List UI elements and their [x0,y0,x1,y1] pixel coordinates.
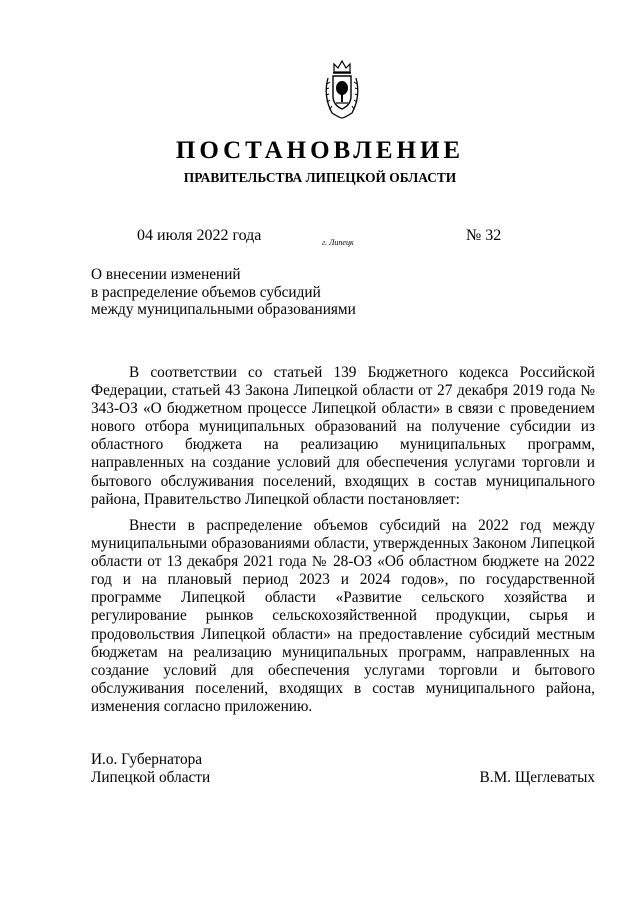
position-line: И.о. Губернатора [91,751,203,768]
signatory-position [91,751,210,787]
body-paragraph-2: Внести в распределение объемов субсидий на 2022 год между муниципальными образованиями области, утвержденных Законом Липецкой области от 13 декабря 2021 года № 28-ОЗ «Об областном бюджете на 2022 год и на плановый период 2023 и 2024 годов», по государственной программе Липецкой области «Развитие сельского хозяйства и регулирование рынков сельскохозяйственной продукции, сырья и продовольствия Липецкой области» на предоставление субсидий местным бюджетам на реализацию муниципальных программ, направленных на создание условий для обеспечения услугами торговли и бытового обслуживания поселений, входящих в состав муниципального района, изменения согласно приложению. [91,517,595,715]
document-place: г. Липецк [322,238,354,247]
coat-of-arms-icon [322,58,362,120]
document-date: 04 июля 2022 года [137,227,262,244]
document-title: ПОСТАНОВЛЕНИЕ [175,137,465,164]
issuing-authority: ПРАВИТЕЛЬСТВА ЛИПЕЦКОЙ ОБЛАСТИ [183,170,457,185]
signatory-name: В.М. Щеглеватых [479,769,595,786]
subject-line: между муниципальными образованиями [91,301,356,318]
position-line: Липецкой области [91,769,211,786]
document-subject [91,266,356,319]
subject-line: О внесении изменений [91,266,241,283]
subject-line: в распределение объемов субсидий [91,283,321,301]
body-paragraph-1: В соответствии со статьей 139 Бюджетного кодекса Российской Федерации, статьей 43 Закона Липецкой области от 27 декабря 2019 года № 343-ОЗ «О бюджетном процессе Липецкой области» в связи с проведением нового отбора муниципальных образований на получение субсидии из областного бюджета на реализацию муниципальных программ, направленных на создание условий для обеспечения услугами торговли и бытового обслуживания поселений, входящих в состав муниципального района, Правительство Липецкой области постановляет: [91,364,595,508]
document-number: № 32 [466,227,502,244]
